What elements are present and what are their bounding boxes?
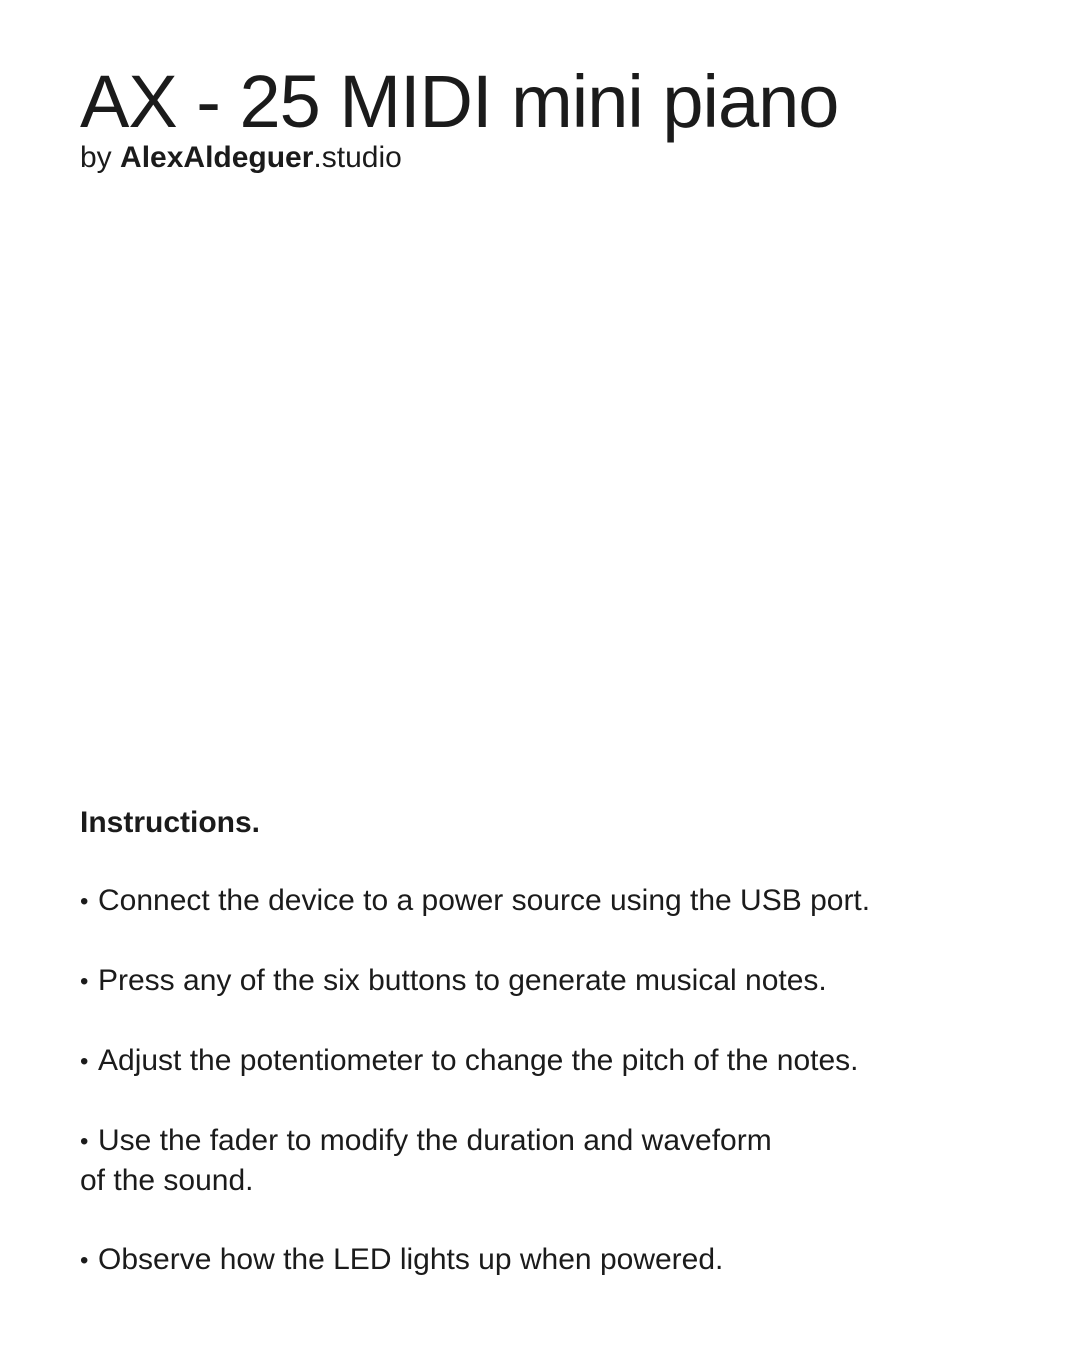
instructions-heading: Instructions.: [80, 806, 261, 839]
instruction-text: Adjust the potentiometer to change the pitch of the notes.: [98, 1044, 859, 1077]
instruction-text: Connect the device to a power source using the USB port.: [98, 884, 871, 917]
instruction-item: [80, 881, 1020, 921]
brand-name: AlexAldeguer: [120, 141, 314, 174]
document-header: [80, 62, 838, 174]
instruction-item: [80, 1240, 1020, 1280]
brand-suffix: .studio: [313, 141, 402, 174]
instruction-item: [80, 1121, 1020, 1200]
instruction-item: [80, 961, 1020, 1001]
byline: [80, 142, 838, 174]
instruction-text: Press any of the six buttons to generate musical notes.: [98, 964, 827, 997]
byline-prefix: by: [80, 141, 121, 174]
instructions-section: [80, 803, 1020, 1320]
instruction-text: Observe how the LED lights up when powered.: [98, 1243, 724, 1276]
bullet-icon: •: [80, 968, 89, 995]
bullet-icon: •: [80, 1128, 89, 1155]
instruction-text: Use the fader to modify the duration and waveform of the sound.: [80, 1124, 772, 1197]
instruction-list: [80, 881, 1020, 1280]
bullet-icon: •: [80, 1048, 89, 1075]
page-title: AX - 25 MIDI mini piano: [80, 60, 839, 143]
instruction-item: [80, 1041, 1020, 1081]
bullet-icon: •: [80, 888, 89, 915]
bullet-icon: •: [80, 1247, 89, 1274]
